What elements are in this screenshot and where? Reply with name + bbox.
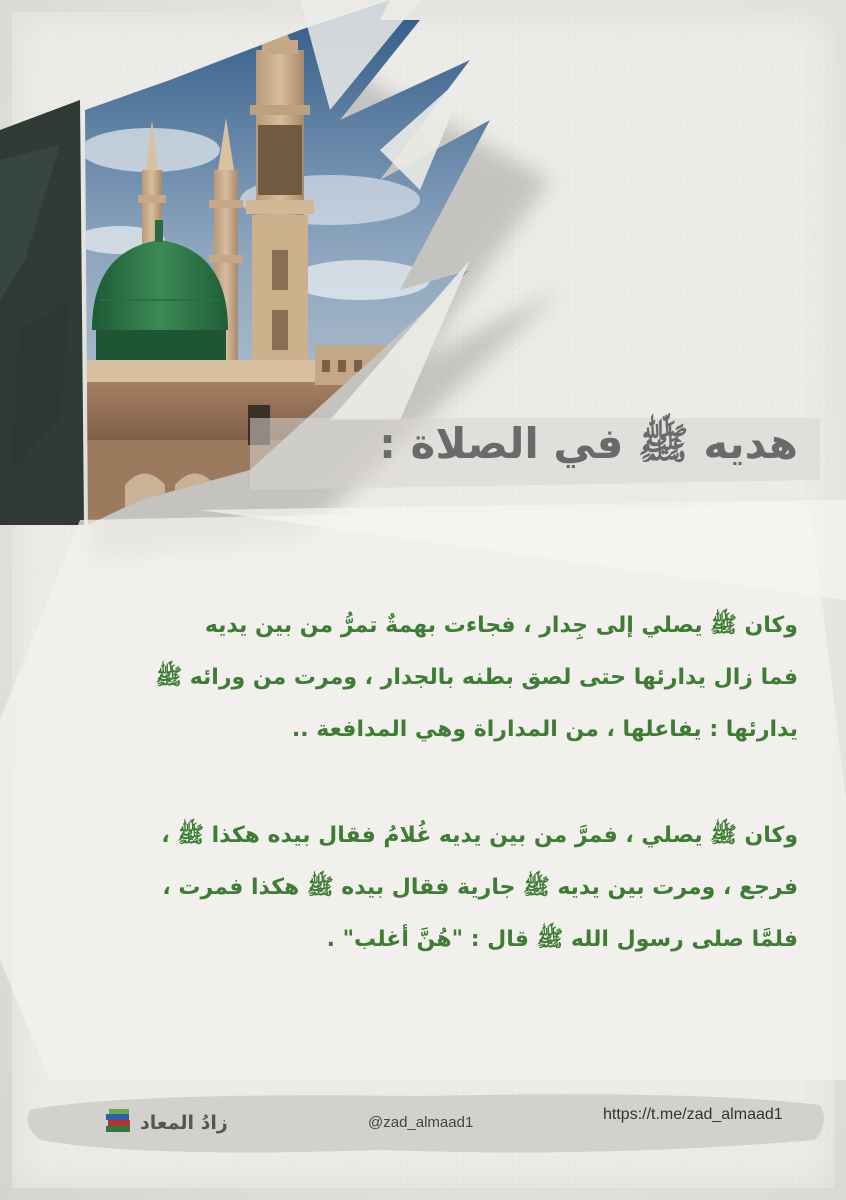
paragraph-first-hadith <box>108 600 798 756</box>
social-handle[interactable]: @zad_almaad1 <box>368 1114 474 1131</box>
text-line: فما زال يدارئها حتى لصق بطنه بالجدار ، ومرت من ورائه ﷺ <box>155 665 798 690</box>
paragraph-second-hadith <box>108 810 798 966</box>
brand-name: زادُ المعاد <box>140 1112 228 1134</box>
text-line: فلمَّا صلى رسول الله ﷺ قال : "هُنَّ أغلب" . <box>326 927 798 952</box>
text-line: وكان ﷺ يصلي إلى جِدار ، فجاءت بهمةٌ تمرُّ من بين يديه <box>204 613 798 638</box>
telegram-link[interactable]: https://t.me/zad_almaad1 <box>603 1106 783 1123</box>
book-stack-icon <box>103 1106 133 1136</box>
text-line: يدارئها : يفاعلها ، من المداراة وهي المدافعة .. <box>291 717 798 742</box>
text-line: فرجع ، ومرت بين يديه ﷺ جارية فقال بيده ﷺ هكذا فمرت ، <box>162 875 798 900</box>
page-title: هديه ﷺ في الصلاة : <box>379 419 798 468</box>
text-line: وكان ﷺ يصلي ، فمرَّ من بين يديه غُلامُ فقال بيده هكذا ﷺ ، <box>161 823 798 848</box>
